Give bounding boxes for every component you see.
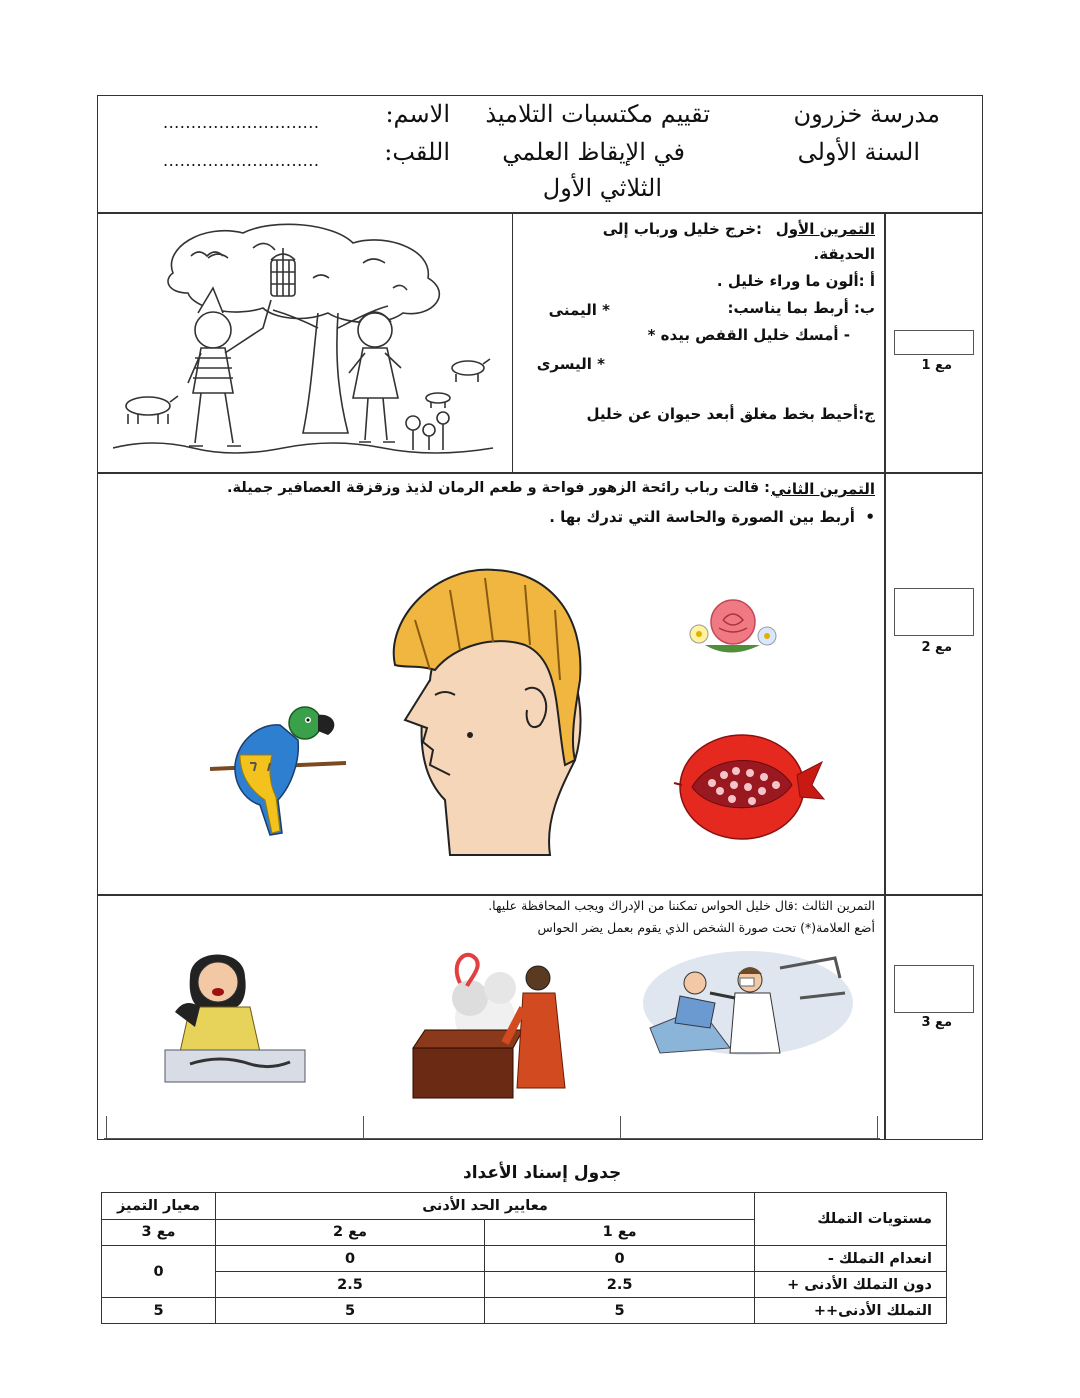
girl-on-phone-illustration [160, 942, 310, 1092]
c2-cell: 0 [215, 1246, 484, 1272]
c1-cell: 5 [485, 1298, 755, 1324]
ex1-option-left: * اليسرى [536, 355, 605, 373]
grade-level: السنة الأولى [797, 138, 920, 166]
ex3-score-box[interactable] [894, 965, 974, 1013]
c3-cell: 5 [102, 1298, 216, 1324]
dentist-scene-illustration [640, 948, 855, 1058]
table-row [102, 1298, 947, 1324]
level-cell: التملك الأدنى++ [755, 1298, 947, 1324]
ex2-bullet-text: أربط بين الصورة والحاسة التي تدرك بها . [549, 508, 855, 526]
ex2-bullet [549, 508, 875, 526]
c1-header: مع 1 [485, 1219, 755, 1246]
tree-trunk-icon [303, 313, 348, 433]
table-row [102, 1272, 947, 1298]
ex1-intro: :خرج خليل ورباب إلى [602, 220, 762, 238]
girl-rabab-icon [349, 312, 401, 442]
c2-cell: 5 [215, 1298, 484, 1324]
ex3-instruction-2: أضع العلامة(*) تحت صورة الشخص الذي يقوم بعمل يضر الحواس [537, 920, 875, 935]
ex2-score-box[interactable] [894, 588, 974, 636]
ex1-part-b: ب: أربط بما يناسب: [727, 299, 875, 317]
c3-header: مع 3 [102, 1219, 216, 1246]
ex1-image-divider [512, 212, 513, 473]
ex1-part-c: ج:أحيط بخط مغلق أبعد حيوان عن خليل [586, 405, 875, 423]
name-label: الاسم: [385, 100, 450, 128]
c2-cell: 2.5 [215, 1272, 484, 1298]
bullet-icon: • [865, 508, 875, 526]
rose-flower-illustration [685, 590, 780, 660]
c1-cell: 0 [485, 1246, 755, 1272]
answer-tick-3 [620, 1116, 621, 1138]
name-dots[interactable]: ............................ [163, 113, 320, 132]
ex1-title: التمرين الأول [775, 220, 875, 238]
table-header-row [102, 1193, 947, 1220]
term-title: الثلاثي الأول [542, 174, 662, 202]
answer-tick-1 [106, 1116, 107, 1138]
ex1-option-right: * اليمنى [548, 301, 610, 319]
birdcage-icon [271, 248, 295, 296]
c2-header: مع 2 [215, 1219, 484, 1246]
parrot-illustration [210, 705, 350, 840]
excellence-header: معيار التميز [102, 1193, 216, 1220]
ex2-criterion-label: مع 2 [921, 640, 952, 655]
criteria-column-divider [884, 212, 886, 1140]
levels-header: مستويات التملك [755, 1193, 947, 1246]
animal-near-icon [452, 359, 490, 382]
ex3-criterion-label: مع 3 [921, 1015, 952, 1030]
ex2-text: : قالت رباب رائحة الزهور فواحة و طعم الرمان لذيذ وزقزقة العصافير جميلة. [227, 480, 770, 496]
level-cell: دون التملك الأدنى + [755, 1272, 947, 1298]
evaluation-title: تقييم مكتسبات التلاميذ [485, 100, 710, 128]
school-name: مدرسة خزرون [793, 100, 940, 128]
ex2-title: التمرين الثاني [771, 480, 875, 498]
head-profile-illustration [375, 560, 590, 860]
row-divider-1 [97, 472, 983, 474]
ex1-score-box[interactable] [894, 330, 974, 355]
surname-dots[interactable]: ............................ [163, 151, 320, 170]
ex3-instruction-1: التمرين الثالث :قال خليل الحواس تمكننا من الإدراك ويجب المحافظة عليها. [488, 898, 875, 913]
ex1-sentence: - أمسك خليل القفص بيده * [647, 326, 850, 344]
animal-far-icon [126, 396, 178, 424]
subject-title: في الإيقاظ العلمي [502, 138, 685, 166]
small-animal-icon [426, 393, 450, 408]
pomegranate-illustration [672, 727, 827, 842]
answer-tick-4 [877, 1116, 878, 1138]
grading-table [101, 1192, 947, 1324]
table-row [102, 1246, 947, 1272]
min-criteria-header: معايير الحد الأدنى [215, 1193, 754, 1220]
c1-cell: 2.5 [485, 1272, 755, 1298]
ex1-intro-cont: الحديقة. [813, 245, 875, 263]
level-cell: انعدام التملك - [755, 1246, 947, 1272]
row-divider-2 [97, 894, 983, 896]
answer-line[interactable] [104, 1138, 880, 1139]
ex1-part-a: أ :ألون ما وراء خليل . [716, 272, 875, 290]
c3-shared-cell: 0 [102, 1246, 216, 1298]
garden-scene-illustration [113, 218, 505, 466]
grading-table-title: جدول إسناد الأعداد [463, 1163, 622, 1183]
surname-label: اللقب: [384, 138, 450, 166]
smoke-burning-illustration [405, 948, 570, 1108]
answer-tick-2 [363, 1116, 364, 1138]
ex1-criterion-label: مع 1 [921, 358, 952, 373]
